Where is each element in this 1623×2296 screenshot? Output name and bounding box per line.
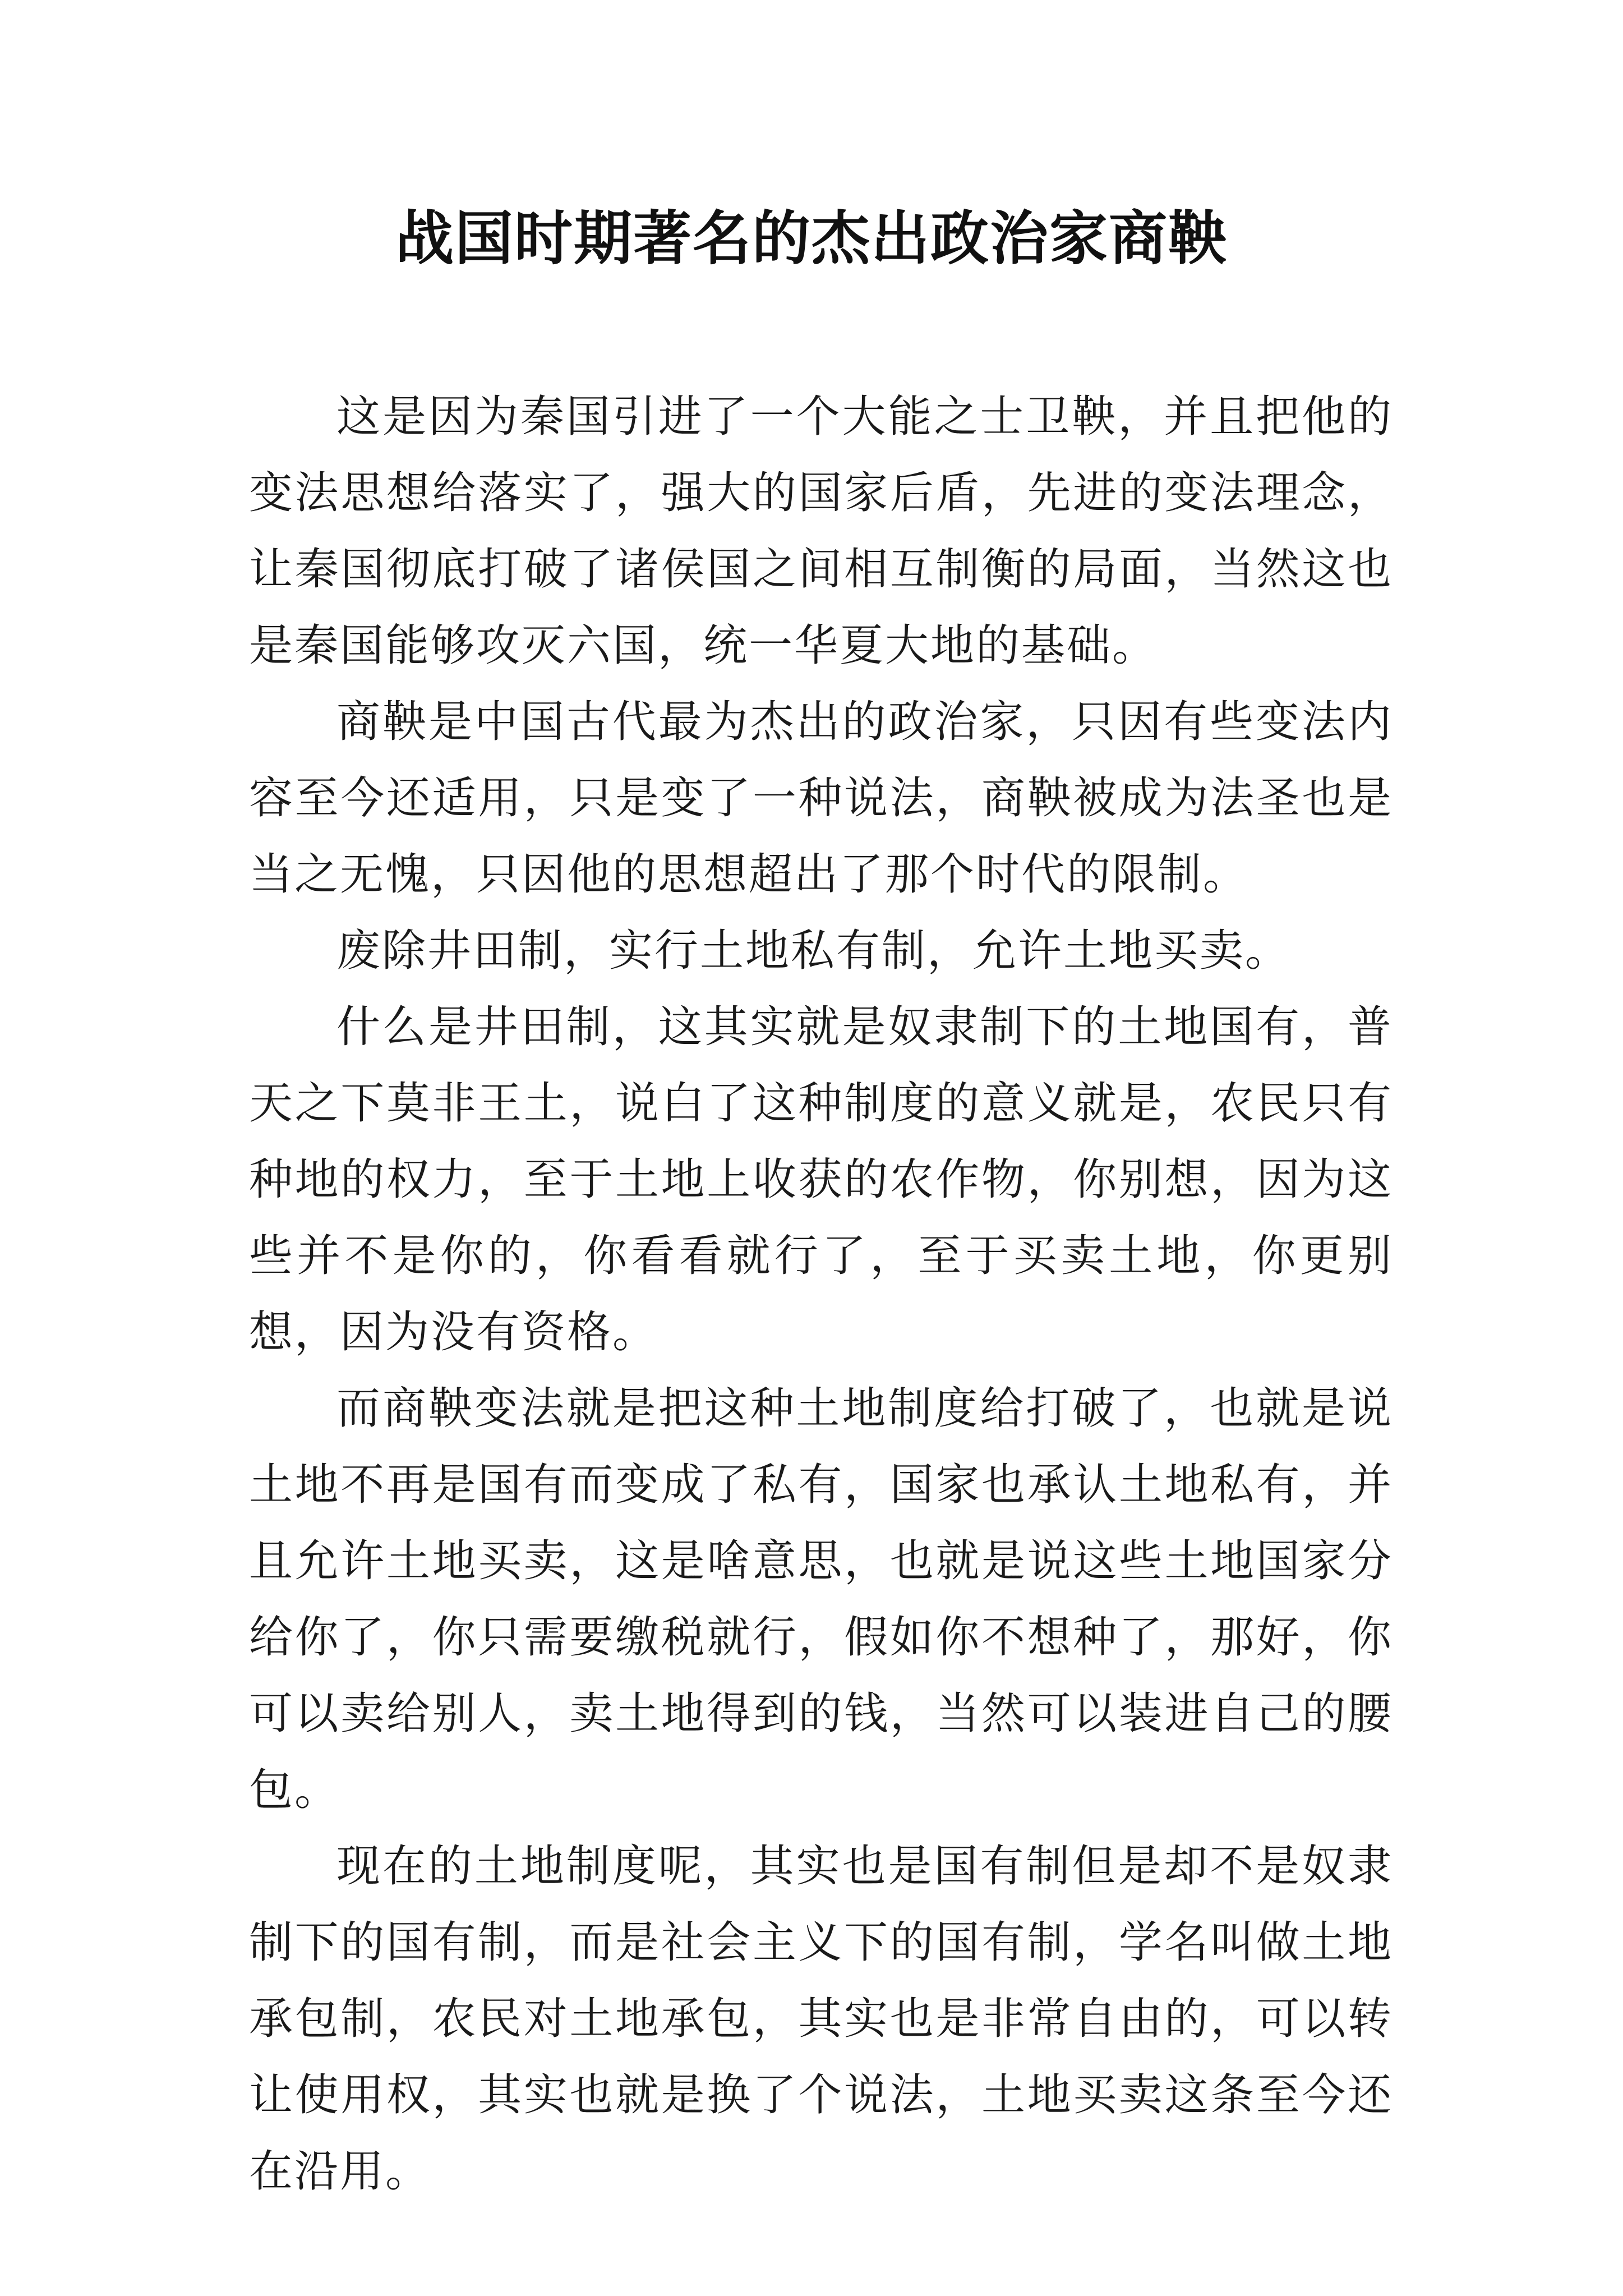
paragraph: 废除井田制，实行土地私有制，允许土地买卖。 (336, 926, 1291, 976)
paragraph: 商鞅是中国古代最为杰出的政治家，只因有些变法内容至今还适用，只是变了一种说法，商鞅被成为法圣也是当之无愧，只因他的思想超出了那个时代的限制。 (249, 697, 1393, 900)
paragraph: 现在的土地制度呢，其实也是国有制但是却不是奴隶制下的国有制，而是社会主义下的国有制，学名叫做土地承包制，农民对土地承包，其实也是非常自由的，可以转让使用权，其实也就是换了个说法，土地买卖这条至今还在沿用。 (249, 1841, 1393, 2197)
document-title: 战国时期著名的杰出政治家商鞅 (395, 204, 1228, 273)
paragraph: 什么是井田制，这其实就是奴隶制下的土地国有，普天之下莫非王土，说白了这种制度的意义就是，农民只有种地的权力，至于土地上收获的农作物，你别想，因为这些并不是你的，你看看就行了，至于买卖土地，你更别想，因为没有资格。 (249, 1002, 1393, 1358)
document-body (249, 379, 1393, 2210)
paragraph: 这是因为秦国引进了一个大能之士卫鞅，并且把他的变法思想给落实了，强大的国家后盾，先进的变法理念，让秦国彻底打破了诸侯国之间相互制衡的局面，当然这也是秦国能够攻灭六国，统一华夏大地的基础。 (249, 392, 1393, 671)
paragraph: 而商鞅变法就是把这种土地制度给打破了，也就是说土地不再是国有而变成了私有，国家也承认土地私有，并且允许土地买卖，这是啥意思，也就是说这些土地国家分给你了，你只需要缴税就行，假如你不想种了，那好，你可以卖给别人，卖土地得到的钱，当然可以装进自己的腰包。 (249, 1383, 1393, 1815)
